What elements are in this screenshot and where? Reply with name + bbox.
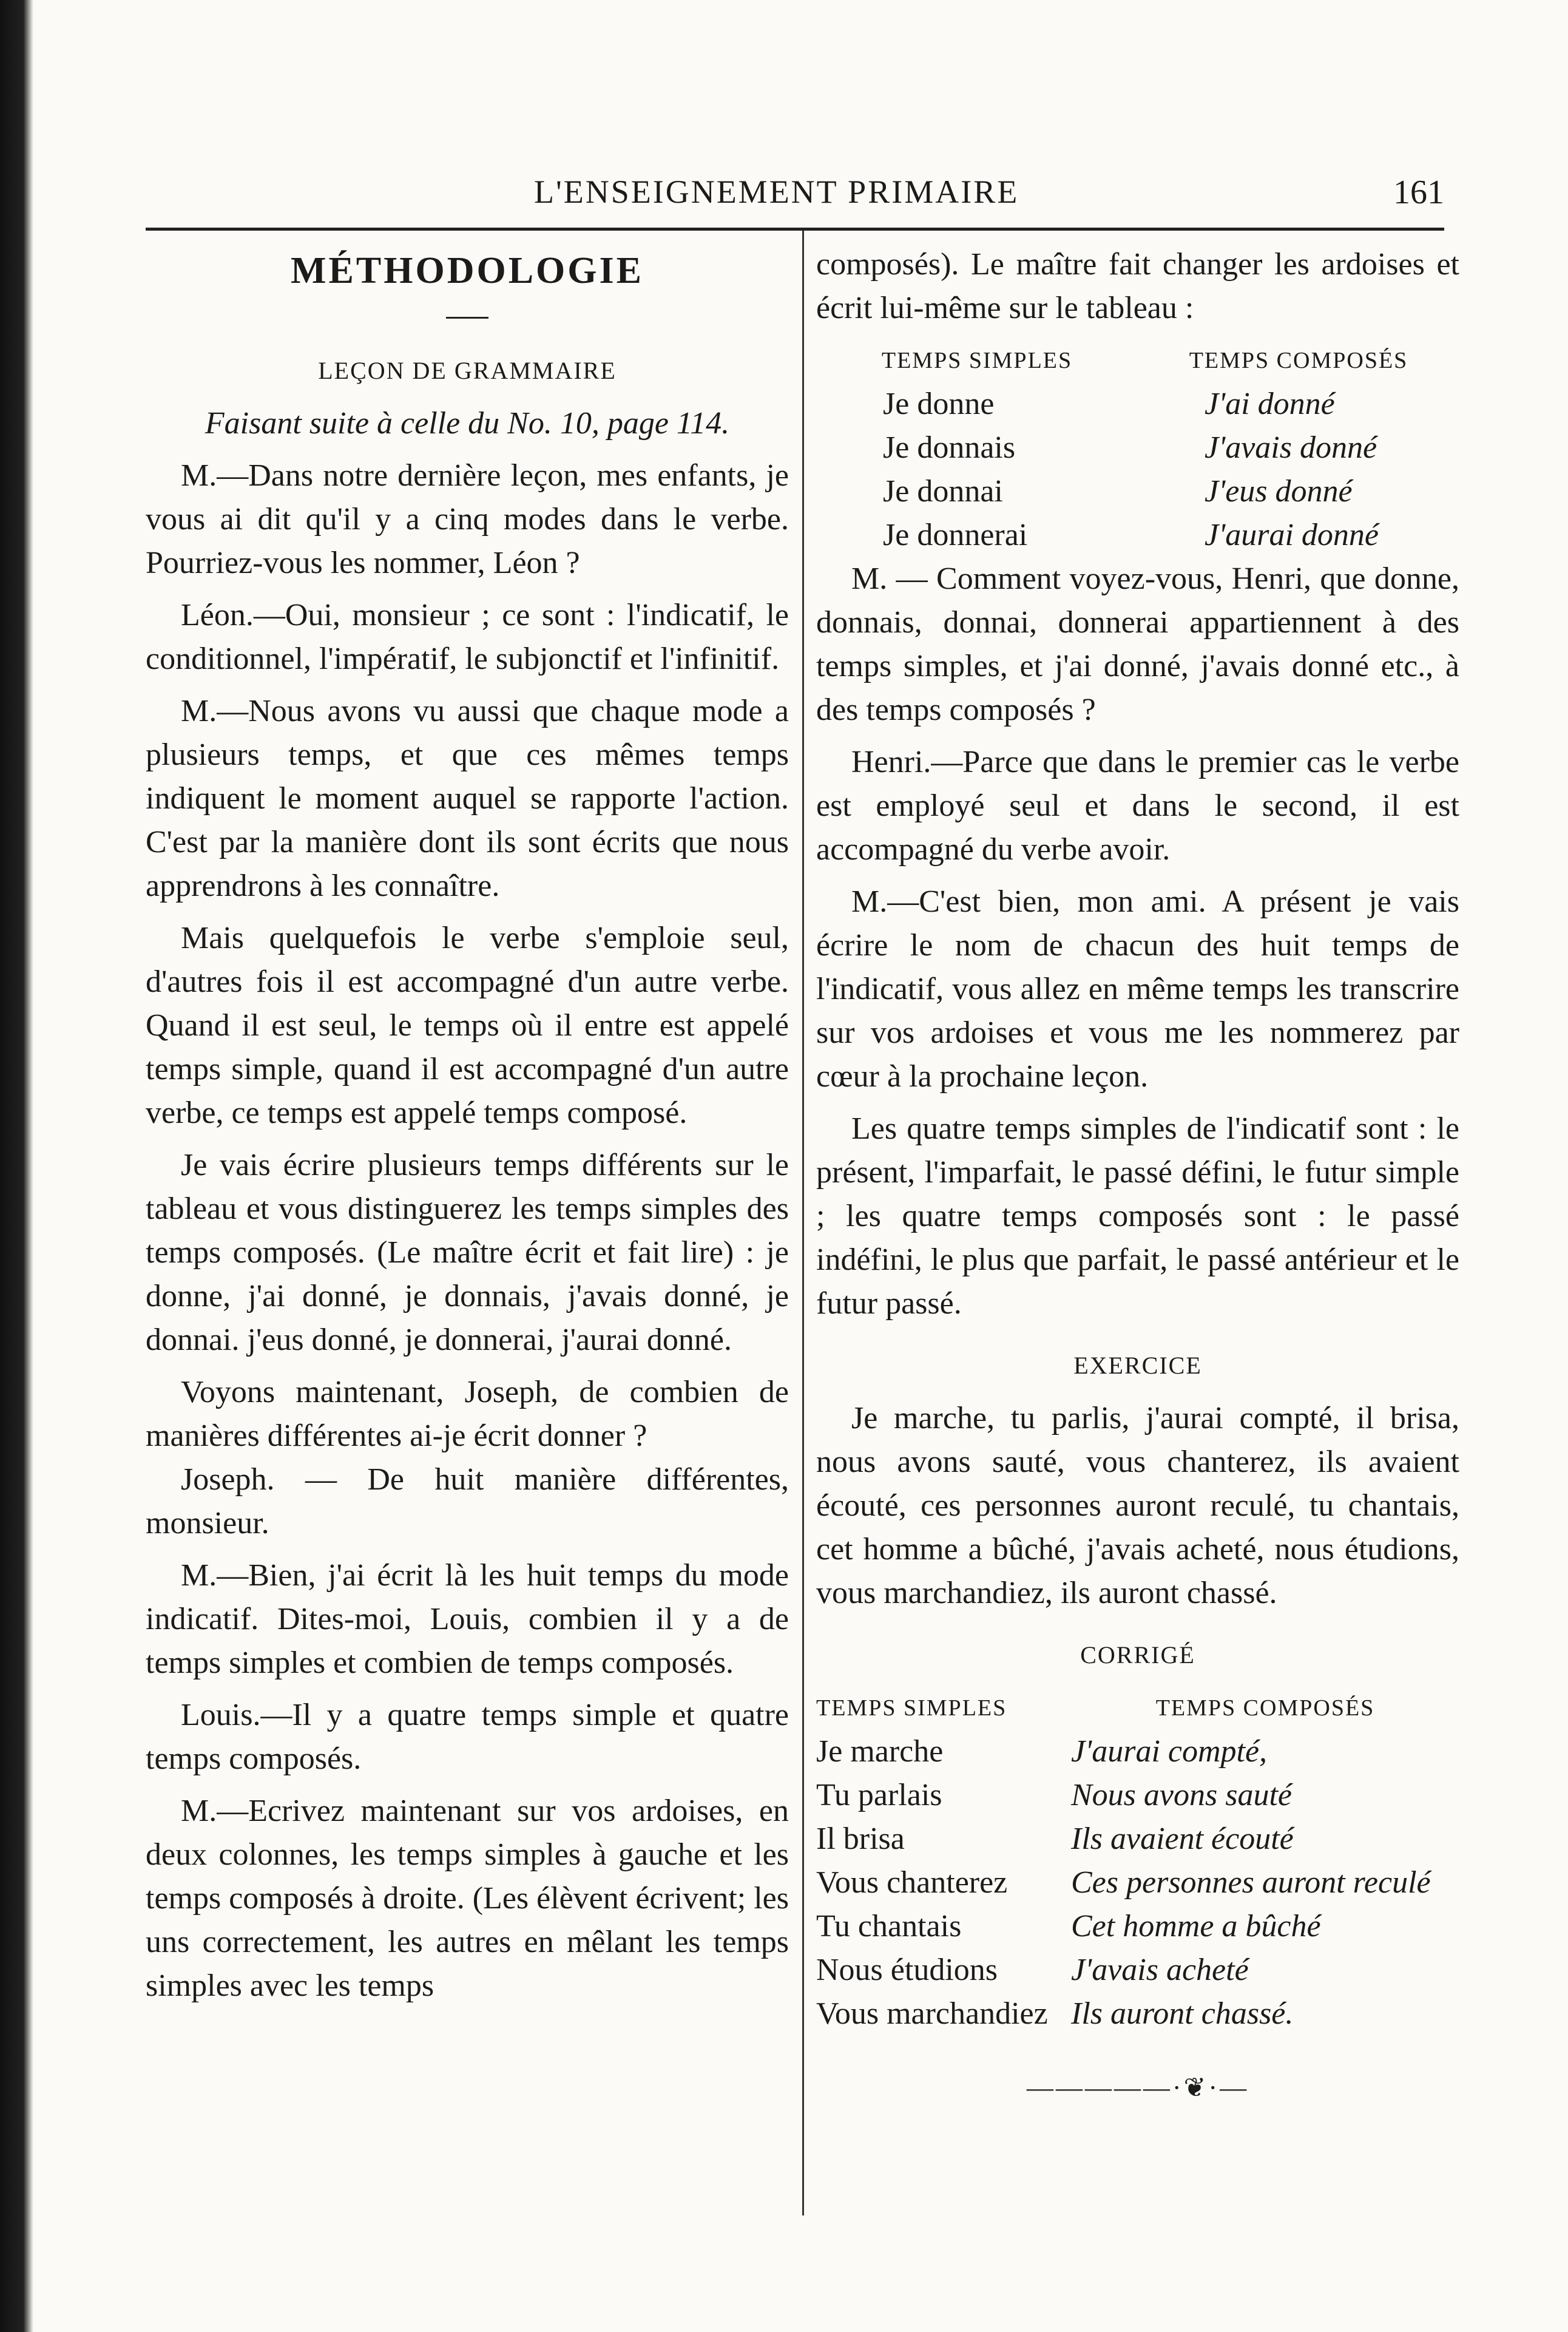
table-cell: Cet homme a bûché — [1071, 1909, 1321, 1944]
page-number: 161 — [1393, 174, 1444, 211]
table-cell: J'avais donné — [1205, 430, 1377, 465]
table-cell: Nous avons sauté — [1071, 1778, 1292, 1812]
exercice-text: Je marche, tu parlis, j'aurai compté, il brisa, nous avons sauté, vous chanterez, ils avaient écouté, ces personnes auront reculé, tu chantais, cet homme a bûché, j'avais acheté, nous étudions, vous marchandiez, ils auront chassé. — [816, 1401, 1459, 1610]
table-header-compose: TEMPS COMPOSÉS — [1155, 1695, 1375, 1721]
table-cell: Tu chantais — [816, 1909, 962, 1944]
running-title: L'ENSEIGNEMENT PRIMAIRE — [534, 174, 1019, 210]
table-cell: Je donne — [883, 387, 995, 421]
paragraph: M.—Nous avons vu aussi que chaque mode a plusieurs temps, et que ces mêmes temps indiquent le moment auquel se rapporte l'action. C'est par la manière dont ils sont écrits que nous apprendrons à les connaître. — [146, 694, 789, 903]
paragraph: M.—Dans notre dernière leçon, mes enfants, je vous ai dit qu'il y a cinq modes dans le verbe. Pourriez-vous les nommer, Léon ? — [146, 458, 789, 580]
paragraph: M. — Comment voyez-vous, Henri, que donne, donnais, donnai, donnerai appartiennent à des temps simples, et j'ai donné, j'avais donné etc., à des temps composés ? — [816, 561, 1459, 727]
paragraph: Voyons maintenant, Joseph, de combien de manières différentes ai-je écrit donner ? — [146, 1375, 789, 1453]
paragraph: Léon.—Oui, monsieur ; ce sont : l'indicatif, le conditionnel, l'impératif, le subjonctif et l'infinitif. — [146, 598, 789, 676]
paragraph: Les quatre temps simples de l'indicatif sont : le présent, l'imparfait, le passé défini, le futur simple ; les quatre temps composés sont : le passé indéfini, le plus que parfait, le passé antérieur et le futur passé. — [816, 1111, 1459, 1321]
paragraph: Henri.—Parce que dans le premier cas le verbe est employé seul et dans le second, il est accompagné du verbe avoir. — [816, 745, 1459, 867]
table-cell: Ils avaient écouté — [1071, 1822, 1294, 1856]
corrige-title: CORRIGÉ — [1080, 1641, 1195, 1669]
table-cell: J'aurai donné — [1205, 518, 1379, 552]
table-cell: Tu parlais — [816, 1778, 942, 1812]
table-cell: Ils auront chassé. — [1071, 1996, 1294, 2031]
tense-table-1 — [816, 339, 1459, 557]
table-cell: J'avais acheté — [1071, 1953, 1249, 1987]
paragraph: M.—Ecrivez maintenant sur vos ardoises, en deux colonnes, les temps simples à gauche et les temps composés à droite. (Les élèvent écrivent; les uns correctement, les autres en mêlant les temps simples avec les temps — [146, 1794, 789, 2003]
table-cell: Il brisa — [816, 1822, 905, 1856]
lesson-subtitle: Faisant suite à celle du No. 10, page 114. — [204, 406, 730, 441]
table-cell: Je donnais — [883, 430, 1016, 465]
paragraph: M.—Bien, j'ai écrit là les huit temps du mode indicatif. Dites-moi, Louis, combien il y a de temps simples et combien de temps composés. — [146, 1558, 789, 1680]
table-header-simple: TEMPS SIMPLES — [881, 348, 1073, 373]
table-cell: Vous chanterez — [816, 1865, 1008, 1900]
header-rule — [146, 228, 1444, 231]
table-cell: Je donnerai — [883, 518, 1028, 552]
table-cell: Je donnai — [883, 474, 1003, 509]
table-cell: Vous marchandiez — [816, 1996, 1048, 2031]
paragraph: Je vais écrire plusieurs temps différents sur le tableau et vous distinguerez les temps simples des temps composés. (Le maître écrit et fait lire) : je donne, j'ai donné, je donnais, j'avais donné, je donnai. j'eus donné, je donnerai, j'aurai donné. — [146, 1148, 789, 1357]
column-separator — [802, 231, 804, 2215]
ornament-icon: —————·❦·— — [1026, 2073, 1249, 2103]
section-title: MÉTHODOLOGIE — [291, 250, 644, 291]
page-header — [146, 173, 1444, 222]
tense-table-2 — [816, 1686, 1459, 2036]
paragraph: M.—C'est bien, mon ami. A présent je vais écrire le nom de chacun des huit temps de l'indicatif, vous allez en même temps les transcrire sur vos ardoises et vous me les nommerez par cœur à la prochaine leçon. — [816, 884, 1459, 1094]
table-cell: J'ai donné — [1205, 387, 1335, 421]
paragraph: Joseph. — De huit manière différentes, monsieur. — [146, 1462, 789, 1541]
exercice-title: EXERCICE — [1073, 1352, 1202, 1379]
title-dash — [446, 317, 488, 319]
left-column — [146, 243, 789, 2008]
right-column — [816, 243, 1459, 2110]
paragraph: Louis.—Il y a quatre temps simple et quatre temps composés. — [146, 1698, 789, 1776]
table-cell: Je marche — [816, 1734, 944, 1769]
paragraph: Mais quelquefois le verbe s'emploie seul, d'autres fois il est accompagné d'un autre verbe. Quand il est seul, le temps où il entre est appelé temps simple, quand il est accompagné d'un autre verbe, ce temps est appelé temps composé. — [146, 921, 789, 1130]
paragraph: composés). Le maître fait changer les ardoises et écrit lui-même sur le tableau : — [816, 247, 1459, 325]
table-cell: Nous étudions — [816, 1953, 998, 1987]
book-spine-shadow — [0, 0, 33, 2332]
table-cell: Ces personnes auront reculé — [1071, 1865, 1431, 1900]
lesson-title: LEÇON DE GRAMMAIRE — [318, 357, 617, 384]
table-cell: J'eus donné — [1205, 474, 1353, 509]
table-cell: J'aurai compté, — [1071, 1734, 1268, 1769]
table-header-simple: TEMPS SIMPLES — [816, 1695, 1007, 1721]
table-header-compose: TEMPS COMPOSÉS — [1189, 348, 1408, 373]
